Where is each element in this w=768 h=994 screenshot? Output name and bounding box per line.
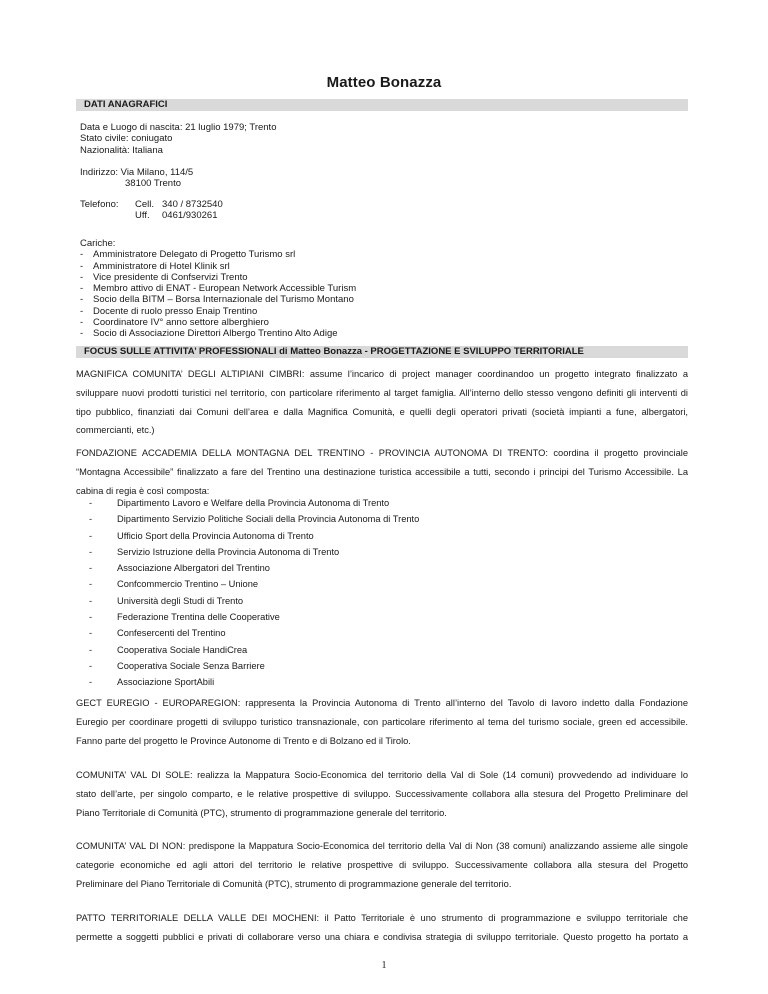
role-item: - Socio della BITM – Borsa Internazionale del Turismo Montano (80, 294, 354, 306)
list-item: - Università degli Studi di Trento (89, 595, 244, 606)
list-item: - Associazione Albergatori del Trentino (89, 563, 270, 574)
cabina-regia-list (89, 495, 649, 691)
nationality-line: Nazionalità: Italiana (80, 144, 163, 156)
list-item: - Associazione SportAbili (89, 677, 215, 688)
office-label: Uff. (135, 210, 150, 222)
section-header-focus: FOCUS SULLE ATTIVITA’ PROFESSIONALI di Matteo Bonazza - PROGETTAZIONE E SVILUPPO TERRITORIALE (76, 346, 688, 358)
page-number: 1 (381, 960, 387, 971)
office-number: 0461/930261 (162, 210, 218, 222)
paragraph-val-di-sole: COMUNITA’ VAL DI SOLE: realizza la Mappatura Socio-Economica del territorio della Val di Sole (14 comuni) provvedendo ad individuare lo stato dell’arte, per singolo comparto, e le relative prospettive di sviluppo. Successivamente collabora alla stesura del Progetto Preliminare del Piano Territoriale di Comunità (PTC), strumento di programmazione generale del territorio. (76, 770, 688, 818)
phone-label: Telefono: (80, 199, 119, 210)
list-item: - Confcommercio Trentino – Unione (89, 579, 259, 590)
roles-title: Cariche: (80, 238, 116, 249)
cv-name: Matteo Bonazza (326, 74, 442, 91)
list-item: - Dipartimento Lavoro e Welfare della Provincia Autonoma di Trento (89, 498, 390, 508)
roles-block (80, 238, 680, 340)
personal-data (80, 122, 680, 156)
role-item: - Vice presidente di Confservizi Trento (80, 271, 248, 283)
cell-number: 340 / 8732540 (162, 199, 223, 210)
list-item: - Cooperativa Sociale HandiCrea (89, 644, 248, 655)
list-item: - Federazione Trentina delle Cooperative (89, 612, 280, 623)
paragraph-val-di-non: COMUNITA’ VAL DI NON: predispone la Mappatura Socio-Economica del territorio della Val di Non (38 comuni) analizzando assieme alle singole categorie economiche ed agli attori del territorio le relative prospettive di sviluppo. Successivamente collabora alla stesura del Progetto Preliminare del Piano Territoriale di Comunità (PTC), strumento di programmazione generale del territorio. (76, 841, 688, 889)
role-item: - Docente di ruolo presso Enaip Trentino (80, 305, 258, 317)
birth-line: Data e Luogo di nascita: 21 luglio 1979; Trento (80, 122, 277, 133)
civil-status-line: Stato civile: coniugato (80, 133, 173, 145)
list-item: - Cooperativa Sociale Senza Barriere (89, 660, 265, 671)
address-block (80, 167, 680, 190)
role-item: - Socio di Associazione Direttori Albergo Trentino Alto Adige (80, 328, 338, 340)
role-item: - Coordinatore IV° anno settore alberghiero (80, 317, 269, 329)
paragraph-accademia-montagna: FONDAZIONE ACCADEMIA DELLA MONTAGNA DEL TRENTINO - PROVINCIA AUTONOMA DI TRENTO: coordina il progetto provinciale “Montagna Accessibile” finalizzato a fare del Trentino una destinazione turistica accessibile a tutti, secondo i principi del Turismo Accessibile. La cabina di regia è così composta: (76, 448, 688, 496)
role-item: - Membro attivo di ENAT - European Network Accessible Turism (80, 283, 357, 295)
phone-block (80, 199, 680, 222)
cell-label: Cell. (135, 199, 155, 210)
list-item: - Dipartimento Servizio Politiche Sociali della Provincia Autonoma di Trento (89, 514, 420, 525)
list-item: - Servizio Istruzione della Provincia Autonoma di Trento (89, 546, 340, 557)
paragraph-valle-mocheni: PATTO TERRITORIALE DELLA VALLE DEI MOCHENI: il Patto Territoriale è uno strumento di programmazione e sviluppo territoriale che permette a soggetti pubblici e privati di collaborare verso una chiara e condivisa strategia di sviluppo territoriale. Questo progetto ha portato a (76, 913, 688, 942)
role-item: - Amministratore di Hotel Klinik srl (80, 260, 230, 272)
address-city: 38100 Trento (125, 178, 181, 190)
paragraph-gect-euregio: GECT EUREGIO - EUROPAREGION: rappresenta la Provincia Autonoma di Trento all’interno del Tavolo di lavoro indetto dalla Fondazione Euregio per coordinare progetti di sviluppo turistico transnazionale, con particolare riferimento al tema del turismo sociale, green ed accessibile. Fanno parte del progetto le Province Autonome di Trento e di Bolzano ed il Tirolo. (76, 698, 688, 746)
paragraph-altipiani-cimbri: MAGNIFICA COMUNITA’ DEGLI ALTIPIANI CIMBRI: assume l’incarico di project manager coordinandoo un progetto integrato finalizzato a sviluppare nuovi prodotti turistici nel territorio, con particolare riferimento al target famiglia. All’interno dello stesso vengono definiti gli interventi di tipo pubblico, finanziati dai Comuni dell’area e dalla Magnifica Comunità, e quelli degli operatori privati (società impianti a fune, albergatori, commercianti, etc.) (76, 369, 688, 436)
address-line: Indirizzo: Via Milano, 114/5 (80, 167, 194, 178)
role-item: - Amministratore Delegato di Progetto Turismo srl (80, 249, 296, 261)
list-item: - Confesercenti del Trentino (89, 628, 226, 639)
list-item: - Ufficio Sport della Provincia Autonoma di Trento (89, 530, 314, 541)
section-header-personal: DATI ANAGRAFICI (76, 99, 688, 111)
